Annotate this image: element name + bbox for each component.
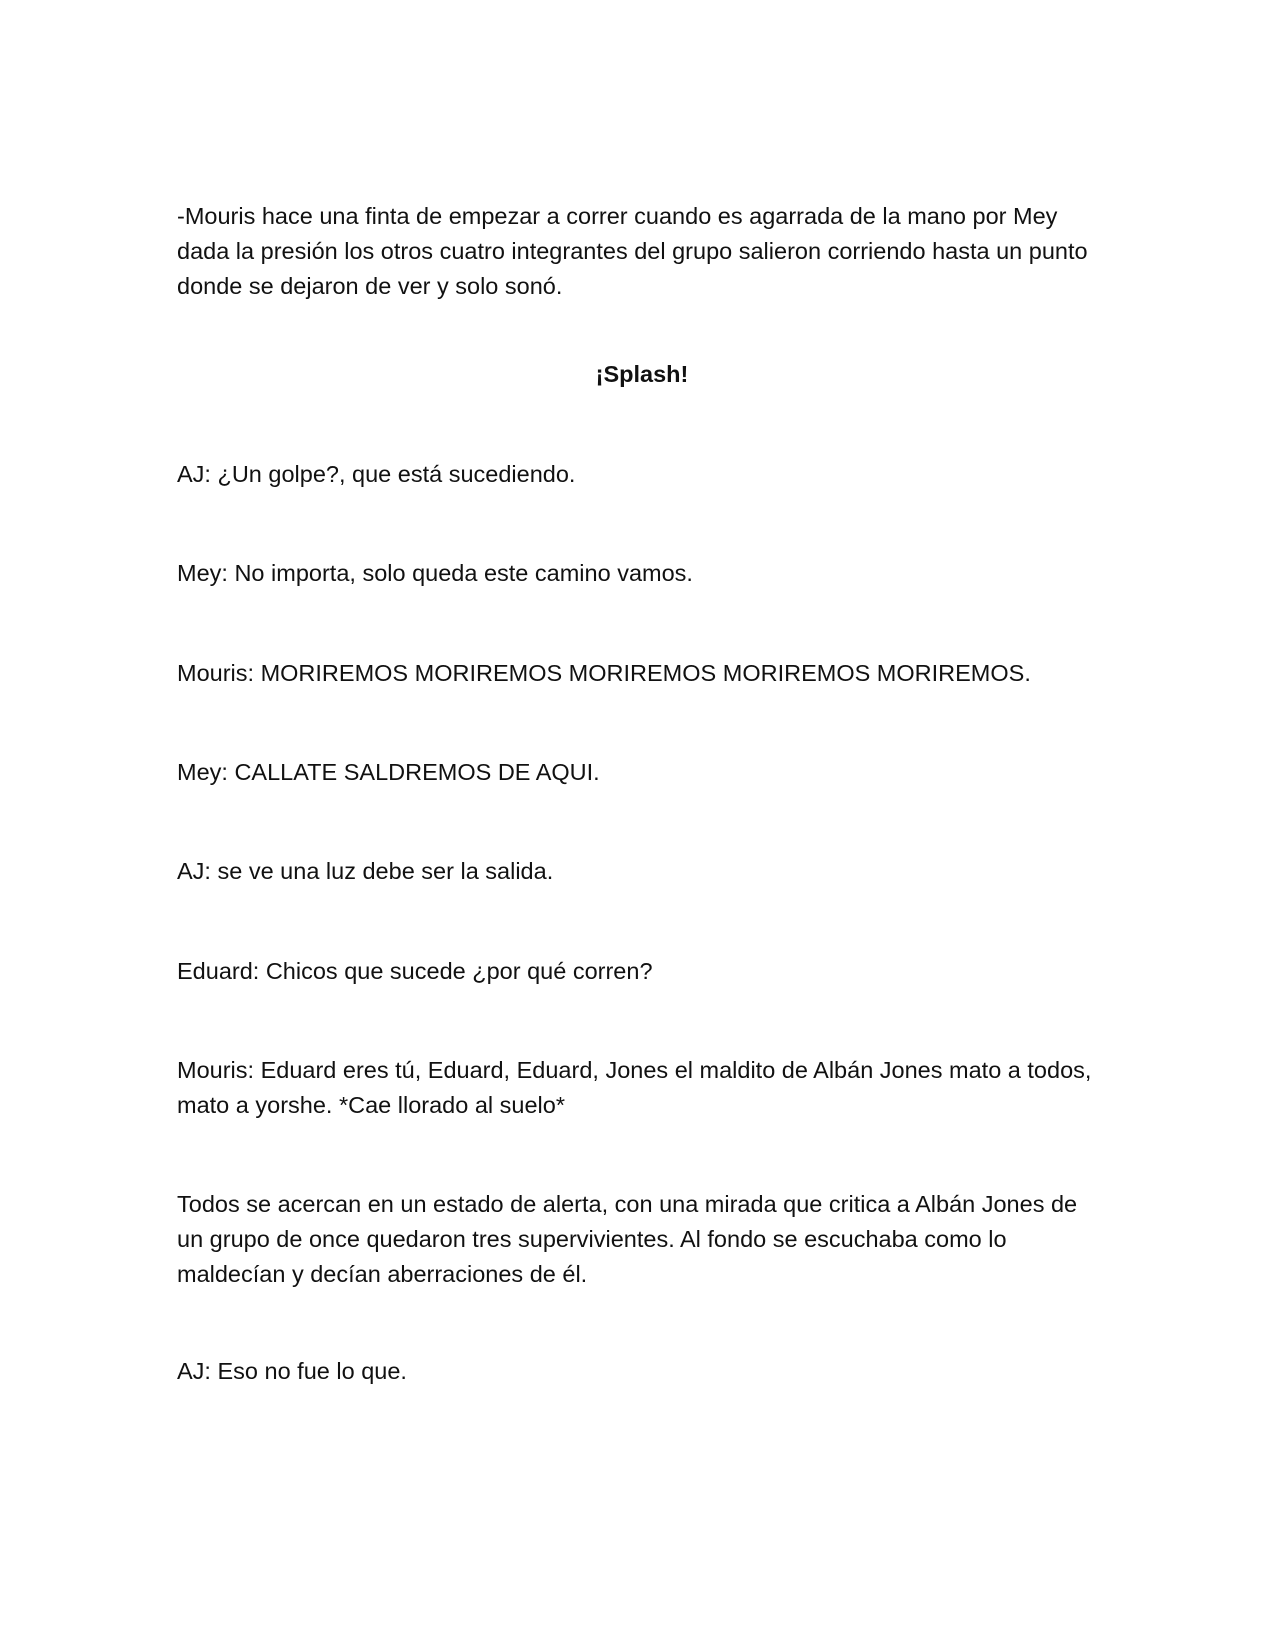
sound-effect-heading: ¡Splash!	[595, 361, 689, 387]
dialogue-line: Mouris: MORIREMOS MORIREMOS MORIREMOS MORIREMOS MORIREMOS.	[177, 660, 1031, 686]
dialogue-line: Mouris: Eduard eres tú, Eduard, Eduard, Jones el maldito de Albán Jones mato a todos, mato a yorshe. *Cae llorado al suelo*	[177, 1057, 1092, 1118]
dialogue-line: AJ: ¿Un golpe?, que está sucediendo.	[177, 461, 576, 487]
dialogue-line: AJ: se ve una luz debe ser la salida.	[177, 858, 554, 884]
dialogue-line: Mey: CALLATE SALDREMOS DE AQUI.	[177, 759, 600, 785]
dialogue-line: AJ: Eso no fue lo que.	[177, 1358, 407, 1384]
narration-paragraph: -Mouris hace una finta de empezar a correr cuando es agarrada de la mano por Mey dada la presión los otros cuatro integrantes del grupo salieron corriendo hasta un punto donde se dejaron de ver y solo sonó.	[177, 203, 1088, 299]
narration-paragraph: Todos se acercan en un estado de alerta, con una mirada que critica a Albán Jones de un grupo de once quedaron tres supervivientes. Al fondo se escuchaba como lo maldecían y decían aberraciones de él.	[177, 1191, 1078, 1287]
dialogue-line: Mey: No importa, solo queda este camino vamos.	[177, 560, 693, 586]
dialogue-line: Eduard: Chicos que sucede ¿por qué corren?	[177, 958, 653, 984]
